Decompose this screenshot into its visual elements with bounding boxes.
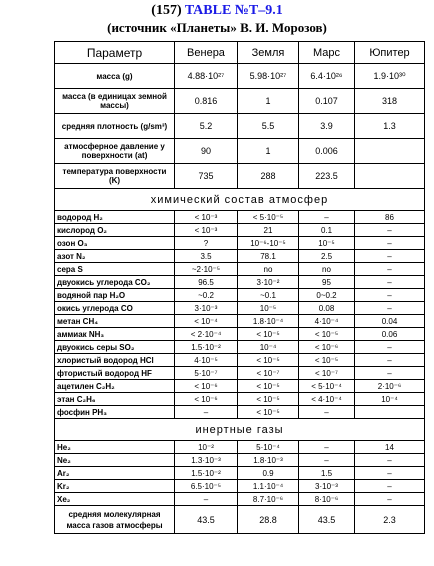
- cell-value: 28.8: [238, 506, 299, 534]
- cell-value: –: [299, 441, 355, 454]
- cell-value: 95: [299, 276, 355, 289]
- row-label: Kr₂: [55, 480, 175, 493]
- column-header-venus: Венера: [175, 42, 238, 64]
- cell-value: 318: [355, 89, 425, 114]
- cell-value: –: [175, 406, 238, 419]
- cell-value: ~0.2: [175, 289, 238, 302]
- gas-row: [55, 406, 425, 419]
- cell-value: 0.816: [175, 89, 238, 114]
- cell-value: 1.9·10³⁰: [355, 64, 425, 89]
- cell-value: 1.5: [299, 467, 355, 480]
- cell-value: –: [355, 454, 425, 467]
- cell-value: [355, 406, 425, 419]
- section-inert-label: инертные газы: [55, 419, 425, 441]
- cell-value: 4.88·10²⁷: [175, 64, 238, 89]
- cell-value: 3·10⁻²: [238, 276, 299, 289]
- gas-row: [55, 354, 425, 367]
- cell-value: 6.5·10⁻⁵: [175, 480, 238, 493]
- parameter-row: [55, 64, 425, 89]
- section-chemical-label: химический состав атмосфер: [55, 189, 425, 211]
- cell-value: 10⁻⁵: [238, 302, 299, 315]
- cell-value: 0.9: [238, 467, 299, 480]
- cell-value: 14: [355, 441, 425, 454]
- cell-value: [355, 139, 425, 164]
- cell-value: –: [355, 341, 425, 354]
- header-row: [55, 42, 425, 64]
- cell-value: < 10⁻⁵: [238, 328, 299, 341]
- gas-row: [55, 224, 425, 237]
- gas-row: [55, 328, 425, 341]
- cell-value: 96.5: [175, 276, 238, 289]
- cell-value: 6.4·10²⁶: [299, 64, 355, 89]
- cell-value: < 10⁻⁵: [238, 406, 299, 419]
- section-chemical: [55, 189, 425, 211]
- row-label: сера S: [55, 263, 175, 276]
- cell-value: 5.2: [175, 114, 238, 139]
- cell-value: 223.5: [299, 164, 355, 189]
- row-label: средняя плотность (g/sm³): [55, 114, 175, 139]
- cell-value: 1: [238, 139, 299, 164]
- planets-table: [54, 41, 425, 534]
- cell-value: –: [355, 493, 425, 506]
- gas-row: [55, 211, 425, 224]
- cell-value: < 10⁻⁵: [299, 354, 355, 367]
- table-number: (157): [151, 3, 182, 18]
- parameter-row: [55, 164, 425, 189]
- cell-value: 1.3: [355, 114, 425, 139]
- row-label: хлористый водород HCl: [55, 354, 175, 367]
- row-label: этан C₂H₆: [55, 393, 175, 406]
- table-label: TABLE №T–9.1: [184, 3, 283, 18]
- cell-value: 4·10⁻⁵: [175, 354, 238, 367]
- cell-value: 1.3·10⁻³: [175, 454, 238, 467]
- row-label: средняя молекулярная масса газов атмосферы: [55, 506, 175, 534]
- cell-value: 5.98·10²⁷: [238, 64, 299, 89]
- cell-value: 2.3: [355, 506, 425, 534]
- cell-value: 5.5: [238, 114, 299, 139]
- row-label: масса (g): [55, 64, 175, 89]
- gas-row: [55, 237, 425, 250]
- cell-value: < 10⁻⁵: [238, 393, 299, 406]
- cell-value: 5·10⁻⁴: [238, 441, 299, 454]
- gas-row: [55, 315, 425, 328]
- row-label: кислород O₂: [55, 224, 175, 237]
- gas-row: [55, 263, 425, 276]
- parameter-row: [55, 89, 425, 114]
- row-label: окись углерода CO: [55, 302, 175, 315]
- cell-value: ~0.1: [238, 289, 299, 302]
- cell-value: 8·10⁻⁶: [299, 493, 355, 506]
- gas-row: [55, 341, 425, 354]
- row-label: атмосферное давление у поверхности (at): [55, 139, 175, 164]
- cell-value: 2.5: [299, 250, 355, 263]
- cell-value: 1.1·10⁻⁴: [238, 480, 299, 493]
- row-label: температура поверхности (K): [55, 164, 175, 189]
- cell-value: no: [299, 263, 355, 276]
- row-label: фтористый водород HF: [55, 367, 175, 380]
- cell-value: –: [355, 367, 425, 380]
- row-label: водород H₂: [55, 211, 175, 224]
- cell-value: –: [355, 354, 425, 367]
- cell-value: 3.9: [299, 114, 355, 139]
- cell-value: –: [299, 406, 355, 419]
- cell-value: 0.006: [299, 139, 355, 164]
- row-label: Xe₂: [55, 493, 175, 506]
- cell-value: 43.5: [299, 506, 355, 534]
- cell-value: 288: [238, 164, 299, 189]
- cell-value: ~2·10⁻⁵: [175, 263, 238, 276]
- cell-value: 90: [175, 139, 238, 164]
- row-label: азот N₂: [55, 250, 175, 263]
- cell-value: < 10⁻⁵: [238, 380, 299, 393]
- cell-value: 8.7·10⁻⁶: [238, 493, 299, 506]
- cell-value: 735: [175, 164, 238, 189]
- cell-value: 10⁻⁶-10⁻⁵: [238, 237, 299, 250]
- cell-value: < 10⁻⁶: [175, 380, 238, 393]
- cell-value: 0.1: [299, 224, 355, 237]
- cell-value: [355, 164, 425, 189]
- cell-value: < 10⁻⁵: [238, 354, 299, 367]
- cell-value: –: [355, 289, 425, 302]
- cell-value: 78.1: [238, 250, 299, 263]
- cell-value: 21: [238, 224, 299, 237]
- cell-value: < 10⁻⁴: [175, 315, 238, 328]
- gas-row: [55, 367, 425, 380]
- gas-row: [55, 250, 425, 263]
- cell-value: 1.5·10⁻²: [175, 467, 238, 480]
- row-label: озон O₃: [55, 237, 175, 250]
- cell-value: 0.06: [355, 328, 425, 341]
- column-header-jupiter: Юпитер: [355, 42, 425, 64]
- column-header-earth: Земля: [238, 42, 299, 64]
- cell-value: 1: [238, 89, 299, 114]
- cell-value: 3.5: [175, 250, 238, 263]
- parameter-row: [55, 139, 425, 164]
- inert-gas-row: [55, 454, 425, 467]
- cell-value: –: [175, 493, 238, 506]
- cell-value: 4·10⁻⁴: [299, 315, 355, 328]
- cell-value: 0.04: [355, 315, 425, 328]
- cell-value: –: [355, 480, 425, 493]
- cell-value: –: [355, 250, 425, 263]
- cell-value: < 10⁻⁷: [238, 367, 299, 380]
- cell-value: 1.5·10⁻²: [175, 341, 238, 354]
- column-header-parameter: Параметр: [55, 42, 175, 64]
- table-title: [0, 3, 434, 19]
- row-label: аммиак NH₃: [55, 328, 175, 341]
- cell-value: < 10⁻³: [175, 224, 238, 237]
- cell-value: –: [355, 224, 425, 237]
- cell-value: 3·10⁻³: [299, 480, 355, 493]
- cell-value: < 2·10⁻⁴: [175, 328, 238, 341]
- gas-row: [55, 289, 425, 302]
- row-label: ацетилен C₂H₂: [55, 380, 175, 393]
- cell-value: –: [355, 467, 425, 480]
- inert-gas-row: [55, 467, 425, 480]
- cell-value: –: [355, 276, 425, 289]
- cell-value: 0~0.2: [299, 289, 355, 302]
- inert-gas-row: [55, 441, 425, 454]
- inert-gas-row: [55, 493, 425, 506]
- cell-value: < 10⁻⁷: [299, 367, 355, 380]
- row-label: фосфин PH₃: [55, 406, 175, 419]
- gas-row: [55, 380, 425, 393]
- cell-value: 5·10⁻⁷: [175, 367, 238, 380]
- cell-value: no: [238, 263, 299, 276]
- cell-value: < 10⁻⁶: [175, 393, 238, 406]
- table-body: [55, 42, 425, 534]
- cell-value: < 5·10⁻⁵: [238, 211, 299, 224]
- cell-value: < 10⁻⁵: [299, 328, 355, 341]
- cell-value: 0.107: [299, 89, 355, 114]
- row-label: масса (в единицах земной массы): [55, 89, 175, 114]
- cell-value: 3·10⁻³: [175, 302, 238, 315]
- cell-value: –: [355, 263, 425, 276]
- cell-value: –: [355, 302, 425, 315]
- gas-row: [55, 276, 425, 289]
- row-label: Ar₂: [55, 467, 175, 480]
- row-label: водяной пар H₂O: [55, 289, 175, 302]
- table-source: (источник «Планеты» В. И. Морозов): [107, 20, 327, 35]
- inert-gas-row: [55, 480, 425, 493]
- cell-value: 10⁻⁵: [299, 237, 355, 250]
- column-header-mars: Марс: [299, 42, 355, 64]
- cell-value: 2·10⁻⁶: [355, 380, 425, 393]
- molecular-mass-row: [55, 506, 425, 534]
- row-label: Ne₂: [55, 454, 175, 467]
- cell-value: –: [299, 211, 355, 224]
- cell-value: 0.08: [299, 302, 355, 315]
- cell-value: < 10⁻⁶: [299, 341, 355, 354]
- cell-value: –: [299, 454, 355, 467]
- cell-value: 1.8·10⁻³: [238, 454, 299, 467]
- section-inert: [55, 419, 425, 441]
- row-label: двуокись серы SO₂: [55, 341, 175, 354]
- cell-value: 10⁻⁴: [238, 341, 299, 354]
- cell-value: 43.5: [175, 506, 238, 534]
- cell-value: 86: [355, 211, 425, 224]
- cell-value: < 4·10⁻⁴: [299, 393, 355, 406]
- row-label: He₂: [55, 441, 175, 454]
- row-label: метан CH₄: [55, 315, 175, 328]
- cell-value: –: [355, 237, 425, 250]
- cell-value: 10⁻⁴: [355, 393, 425, 406]
- cell-value: < 10⁻³: [175, 211, 238, 224]
- cell-value: < 5·10⁻⁴: [299, 380, 355, 393]
- cell-value: 1.8·10⁻⁴: [238, 315, 299, 328]
- gas-row: [55, 393, 425, 406]
- cell-value: ?: [175, 237, 238, 250]
- row-label: двуокись углерода CO₂: [55, 276, 175, 289]
- gas-row: [55, 302, 425, 315]
- cell-value: 10⁻²: [175, 441, 238, 454]
- parameter-row: [55, 114, 425, 139]
